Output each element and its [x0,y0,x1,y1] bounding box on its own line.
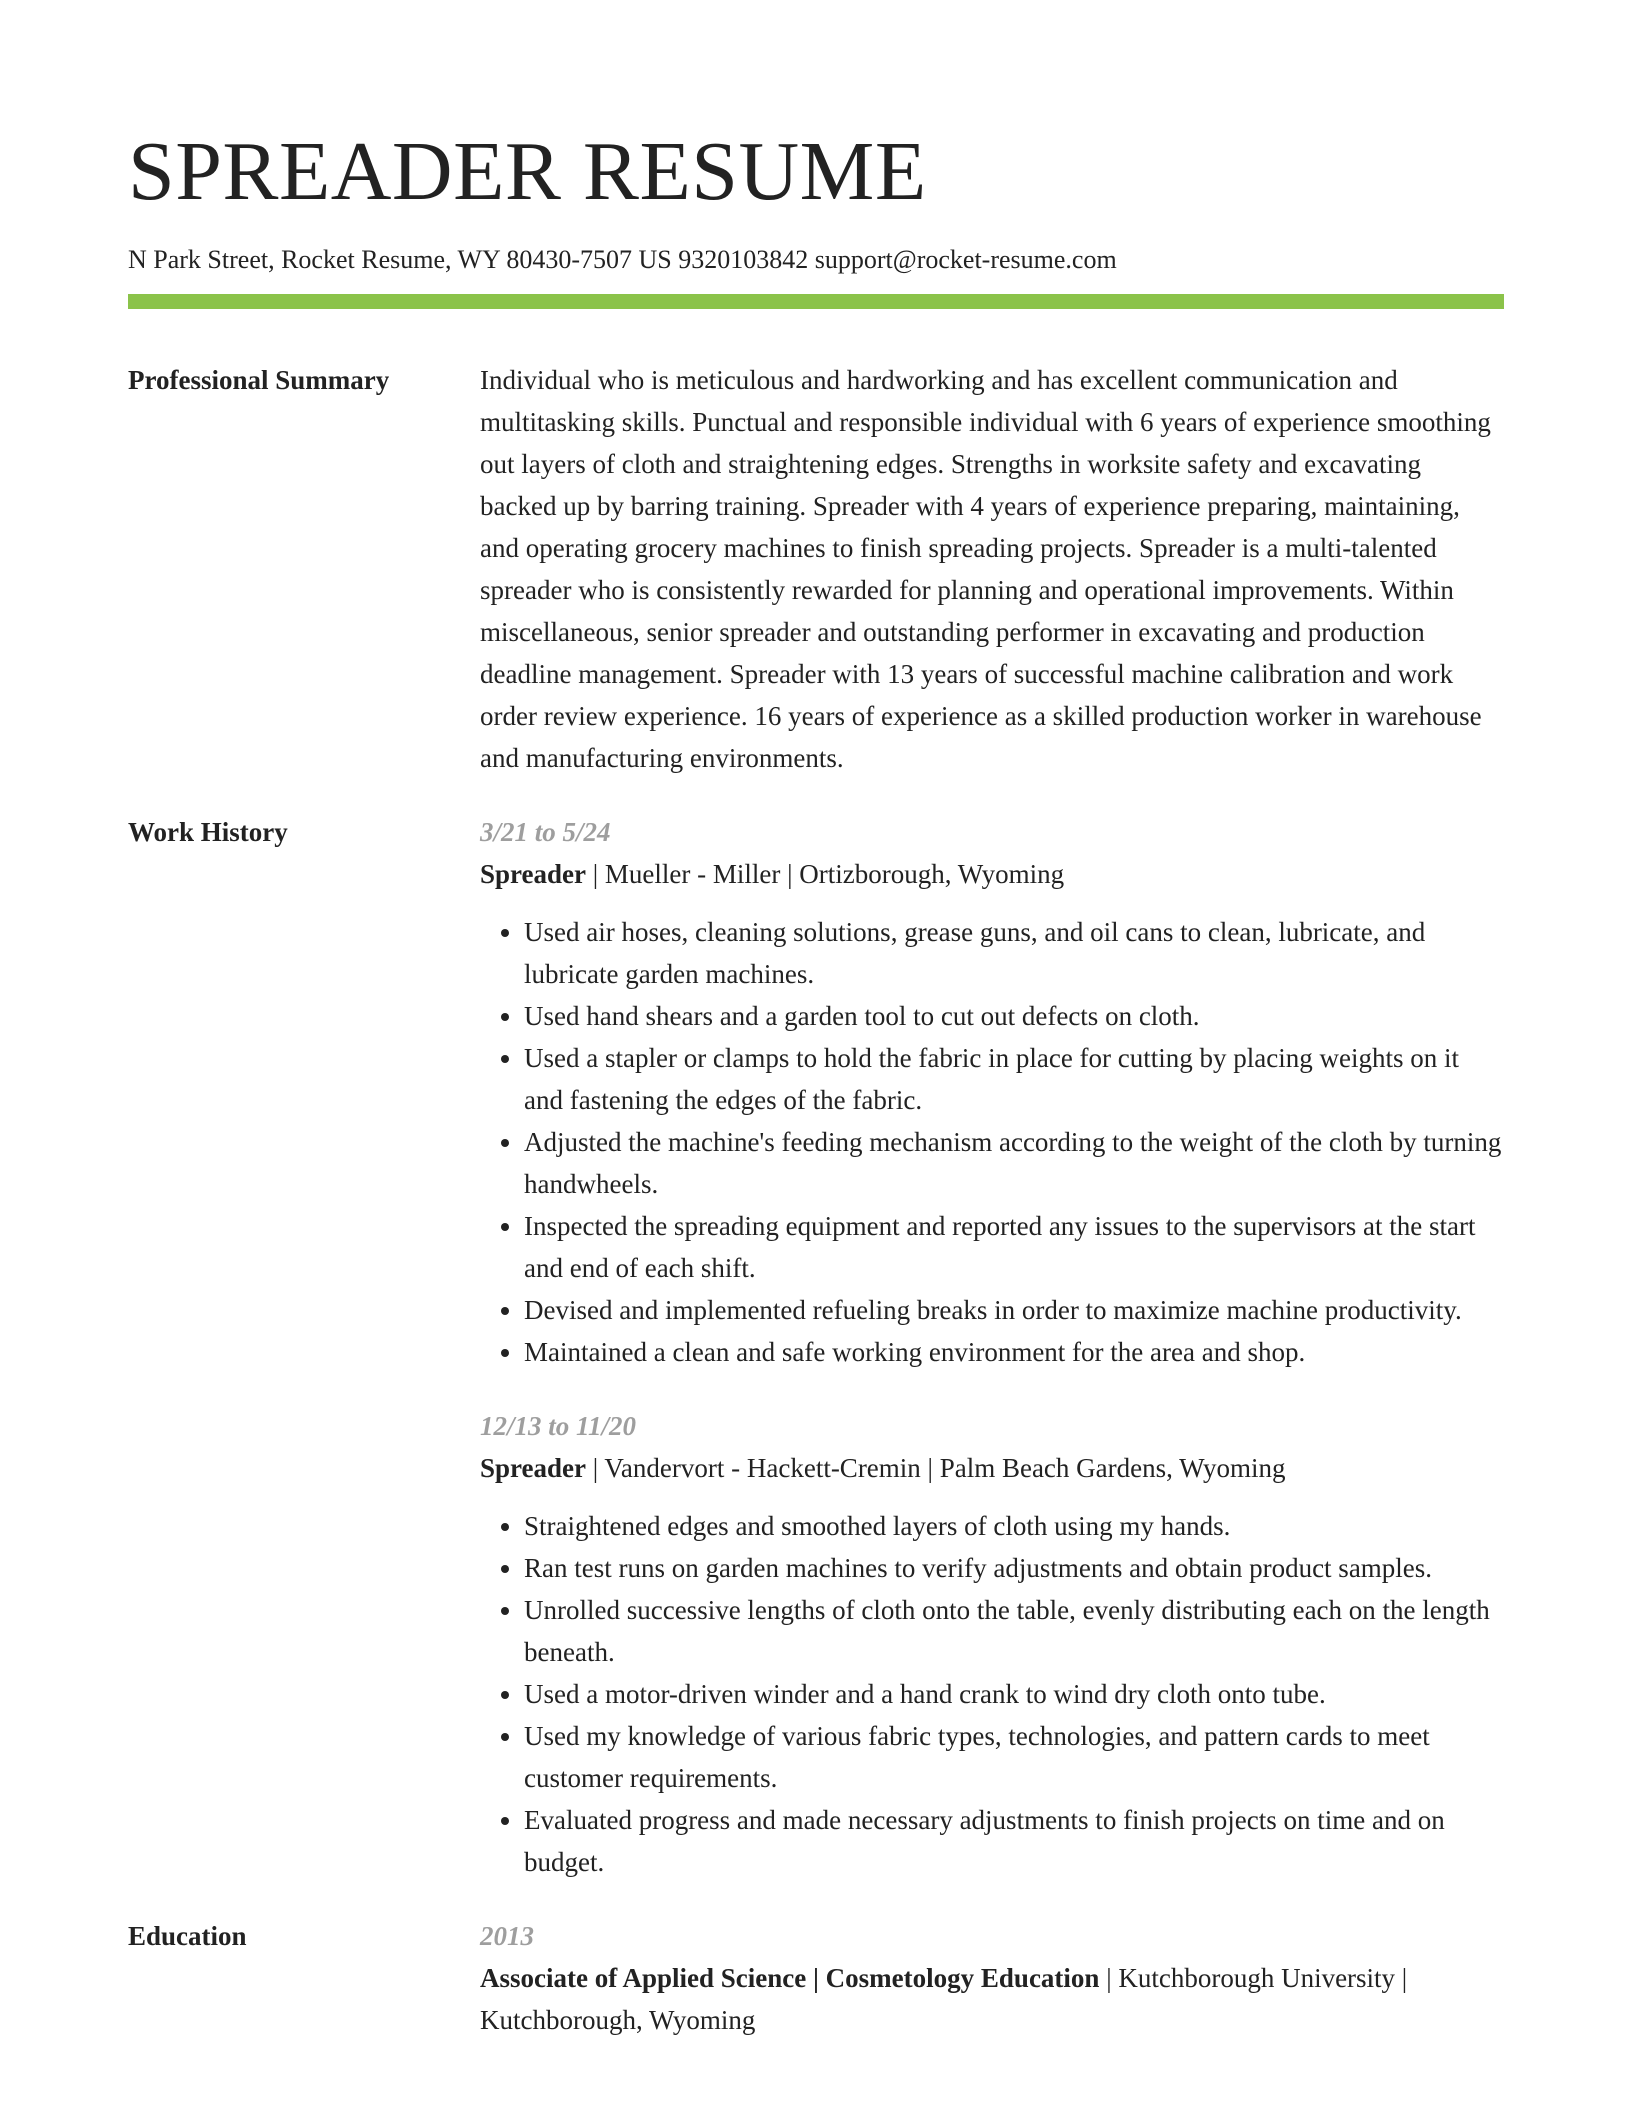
list-item: • Unrolled successive lengths of cloth onto the table, evenly distributing each on the length beneath. [524,1589,1504,1673]
education-dates: 2013 [480,1921,534,1951]
job-employer-location: | Mueller - Miller | Ortizborough, Wyoming [586,859,1065,889]
job-entry [480,811,1504,1373]
job-dates: 3/21 to 5/24 [480,817,611,847]
education-school-location: | Kutchborough University | Kutchborough, Wyoming [480,1963,1408,2035]
job-dates: 12/13 to 11/20 [480,1411,637,1441]
work-history-body [480,811,1504,1883]
job-bullet-list [480,911,1504,1373]
header-divider [128,294,1504,309]
job-title: Spreader [480,859,586,889]
education-body [480,1915,1504,2041]
work-history-section [128,811,1504,1883]
professional-summary-section [128,359,1504,779]
summary-body [480,359,1504,779]
list-item: • Used a stapler or clamps to hold the fabric in place for cutting by placing weights on it and fastening the edges of the fabric. [524,1037,1504,1121]
list-item: • Maintained a clean and safe working environment for the area and shop. [524,1331,1504,1373]
job-role-line [480,853,1504,895]
job-entry [480,1405,1504,1883]
section-label-work: Work History [128,817,288,847]
list-item: • Inspected the spreading equipment and reported any issues to the supervisors at the start and end of each shift. [524,1205,1504,1289]
list-item: • Ran test runs on garden machines to verify adjustments and obtain product samples. [524,1547,1504,1589]
list-item: • Used my knowledge of various fabric types, technologies, and pattern cards to meet customer requirements. [524,1715,1504,1799]
list-item: • Devised and implemented refueling breaks in order to maximize machine productivity. [524,1289,1504,1331]
contact-line: N Park Street, Rocket Resume, WY 80430-7507 US 9320103842 support@rocket-resume.com [128,245,1117,274]
list-item: • Adjusted the machine's feeding mechanism according to the weight of the cloth by turning handwheels. [524,1121,1504,1205]
education-line [480,1957,1504,2041]
list-item: • Used air hoses, cleaning solutions, grease guns, and oil cans to clean, lubricate, and lubricate garden machines. [524,911,1504,995]
resume-name: SPREADER RESUME [128,125,927,218]
education-degree: Associate of Applied Science | Cosmetology Education [480,1963,1100,1993]
list-item: • Used a motor-driven winder and a hand crank to wind dry cloth onto tube. [524,1673,1504,1715]
list-item: • Straightened edges and smoothed layers of cloth using my hands. [524,1505,1504,1547]
section-label-education: Education [128,1921,247,1951]
education-section [128,1915,1504,2041]
list-item: • Evaluated progress and made necessary adjustments to finish projects on time and on budget. [524,1799,1504,1883]
job-bullet-list [480,1505,1504,1883]
job-role-line [480,1447,1504,1489]
section-label-summary: Professional Summary [128,365,390,395]
list-item: • Used hand shears and a garden tool to cut out defects on cloth. [524,995,1504,1037]
job-employer-location: | Vandervort - Hackett-Cremin | Palm Beach Gardens, Wyoming [586,1453,1286,1483]
summary-text: Individual who is meticulous and hardworking and has excellent communication and multitasking skills. Punctual and responsible individual with 6 years of experience smoothing out layers of cloth and straightening edges. Strengths in worksite safety and excavating backed up by barring training. Spreader with 4 years of experience preparing, maintaining, and operating grocery machines to finish spreading projects. Spreader is a multi-talented spreader who is consistently rewarded for planning and operational improvements. Within miscellaneous, senior spreader and outstanding performer in excavating and production deadline management. Spreader with 13 years of successful machine calibration and work order review experience. 16 years of experience as a skilled production worker in warehouse and manufacturing environments. [480,365,1491,773]
job-title: Spreader [480,1453,586,1483]
